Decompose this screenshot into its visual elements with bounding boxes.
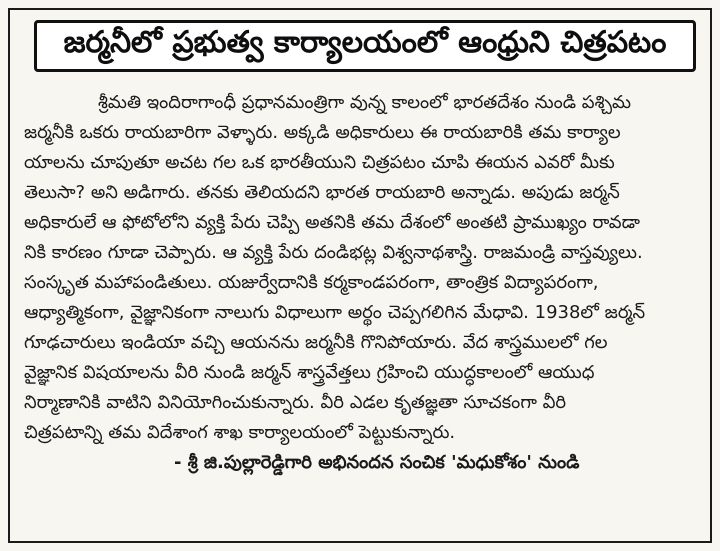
article-line: సంస్కృత మహాపండితులు. యజుర్వేదానికి కర్మకాండపరంగా, తాంత్రిక విద్యాపరంగా, [24,272,599,293]
article-body [24,88,696,478]
article-line: యాలను చూపుతూ అచట గల ఒక భారతీయుని చిత్రపటం చూపి ఈయన ఎవరో మీకు [24,152,615,173]
source-attribution: - శ్రీ జి.పుల్లారెడ్డిగారి అభినందన సంచిక 'మధుకోశం' నుండి [174,452,580,473]
headline: జర్మనీలో ప్రభుత్వ కార్యాలయంలో ఆంధ్రుని చిత్రపటం [63,25,667,60]
article-line: తెలుసా? అని అడిగారు. తనకు తెలియదని భారత రాయబారి అన్నాడు. అపుడు జర్మన్ [24,182,620,203]
article-line: చిత్రపటాన్ని తమ విదేశాంగ శాఖ కార్యాలయంలో పెట్టుకున్నారు. [24,422,456,443]
article-line: నిర్మాణానికి వాటిని వినియోగించుకున్నారు. వీరి ఎడల కృతజ్ఞతా సూచకంగా వీరి [24,392,567,413]
article-line: వైజ్ఞానిక విషయాలను వీరి నుండి జర్మన్ శాస్త్రవేత్తలు గ్రహించి యుద్ధకాలంలో ఆయుధ [24,362,595,383]
article-line: గూఢచారులు ఇండియా వచ్చి ఆయనను జర్మనీకి గొనిపోయారు. వేద శాస్త్రములలో గల [24,332,608,353]
article-line: ఆధ్యాత్మికంగా, వైజ్ఞానికంగా నాలుగు విధాలుగా అర్థం చెప్పగలిగిన మేధావి. 1938లో జర్మన్ [24,302,646,323]
article-line: శ్రీమతి ఇందిరాగాంధీ ప్రధానమంత్రిగా వున్న కాలంలో భారతదేశం నుండి పశ్చిమ [98,92,632,113]
article-line: జర్మనీకి ఒకరు రాయబారిగా వెళ్ళారు. అక్కడి అధికారులు ఈ రాయబారికి తమ కార్యాల [24,122,621,143]
article-line: అధికారులే ఆ ఫోటోలోని వ్యక్తి పేరు చెప్పి అతనికి తమ దేశంలో అంతటి ప్రాముఖ్యం రావడా [24,212,640,233]
article-line: నికి కారణం గూడా చెప్పారు. ఆ వ్యక్తి పేరు దండిభట్ల విశ్వనాథశాస్త్రి. రాజమండ్రి వాస్తవ్యులు. [24,242,643,263]
headline-box [34,20,696,72]
